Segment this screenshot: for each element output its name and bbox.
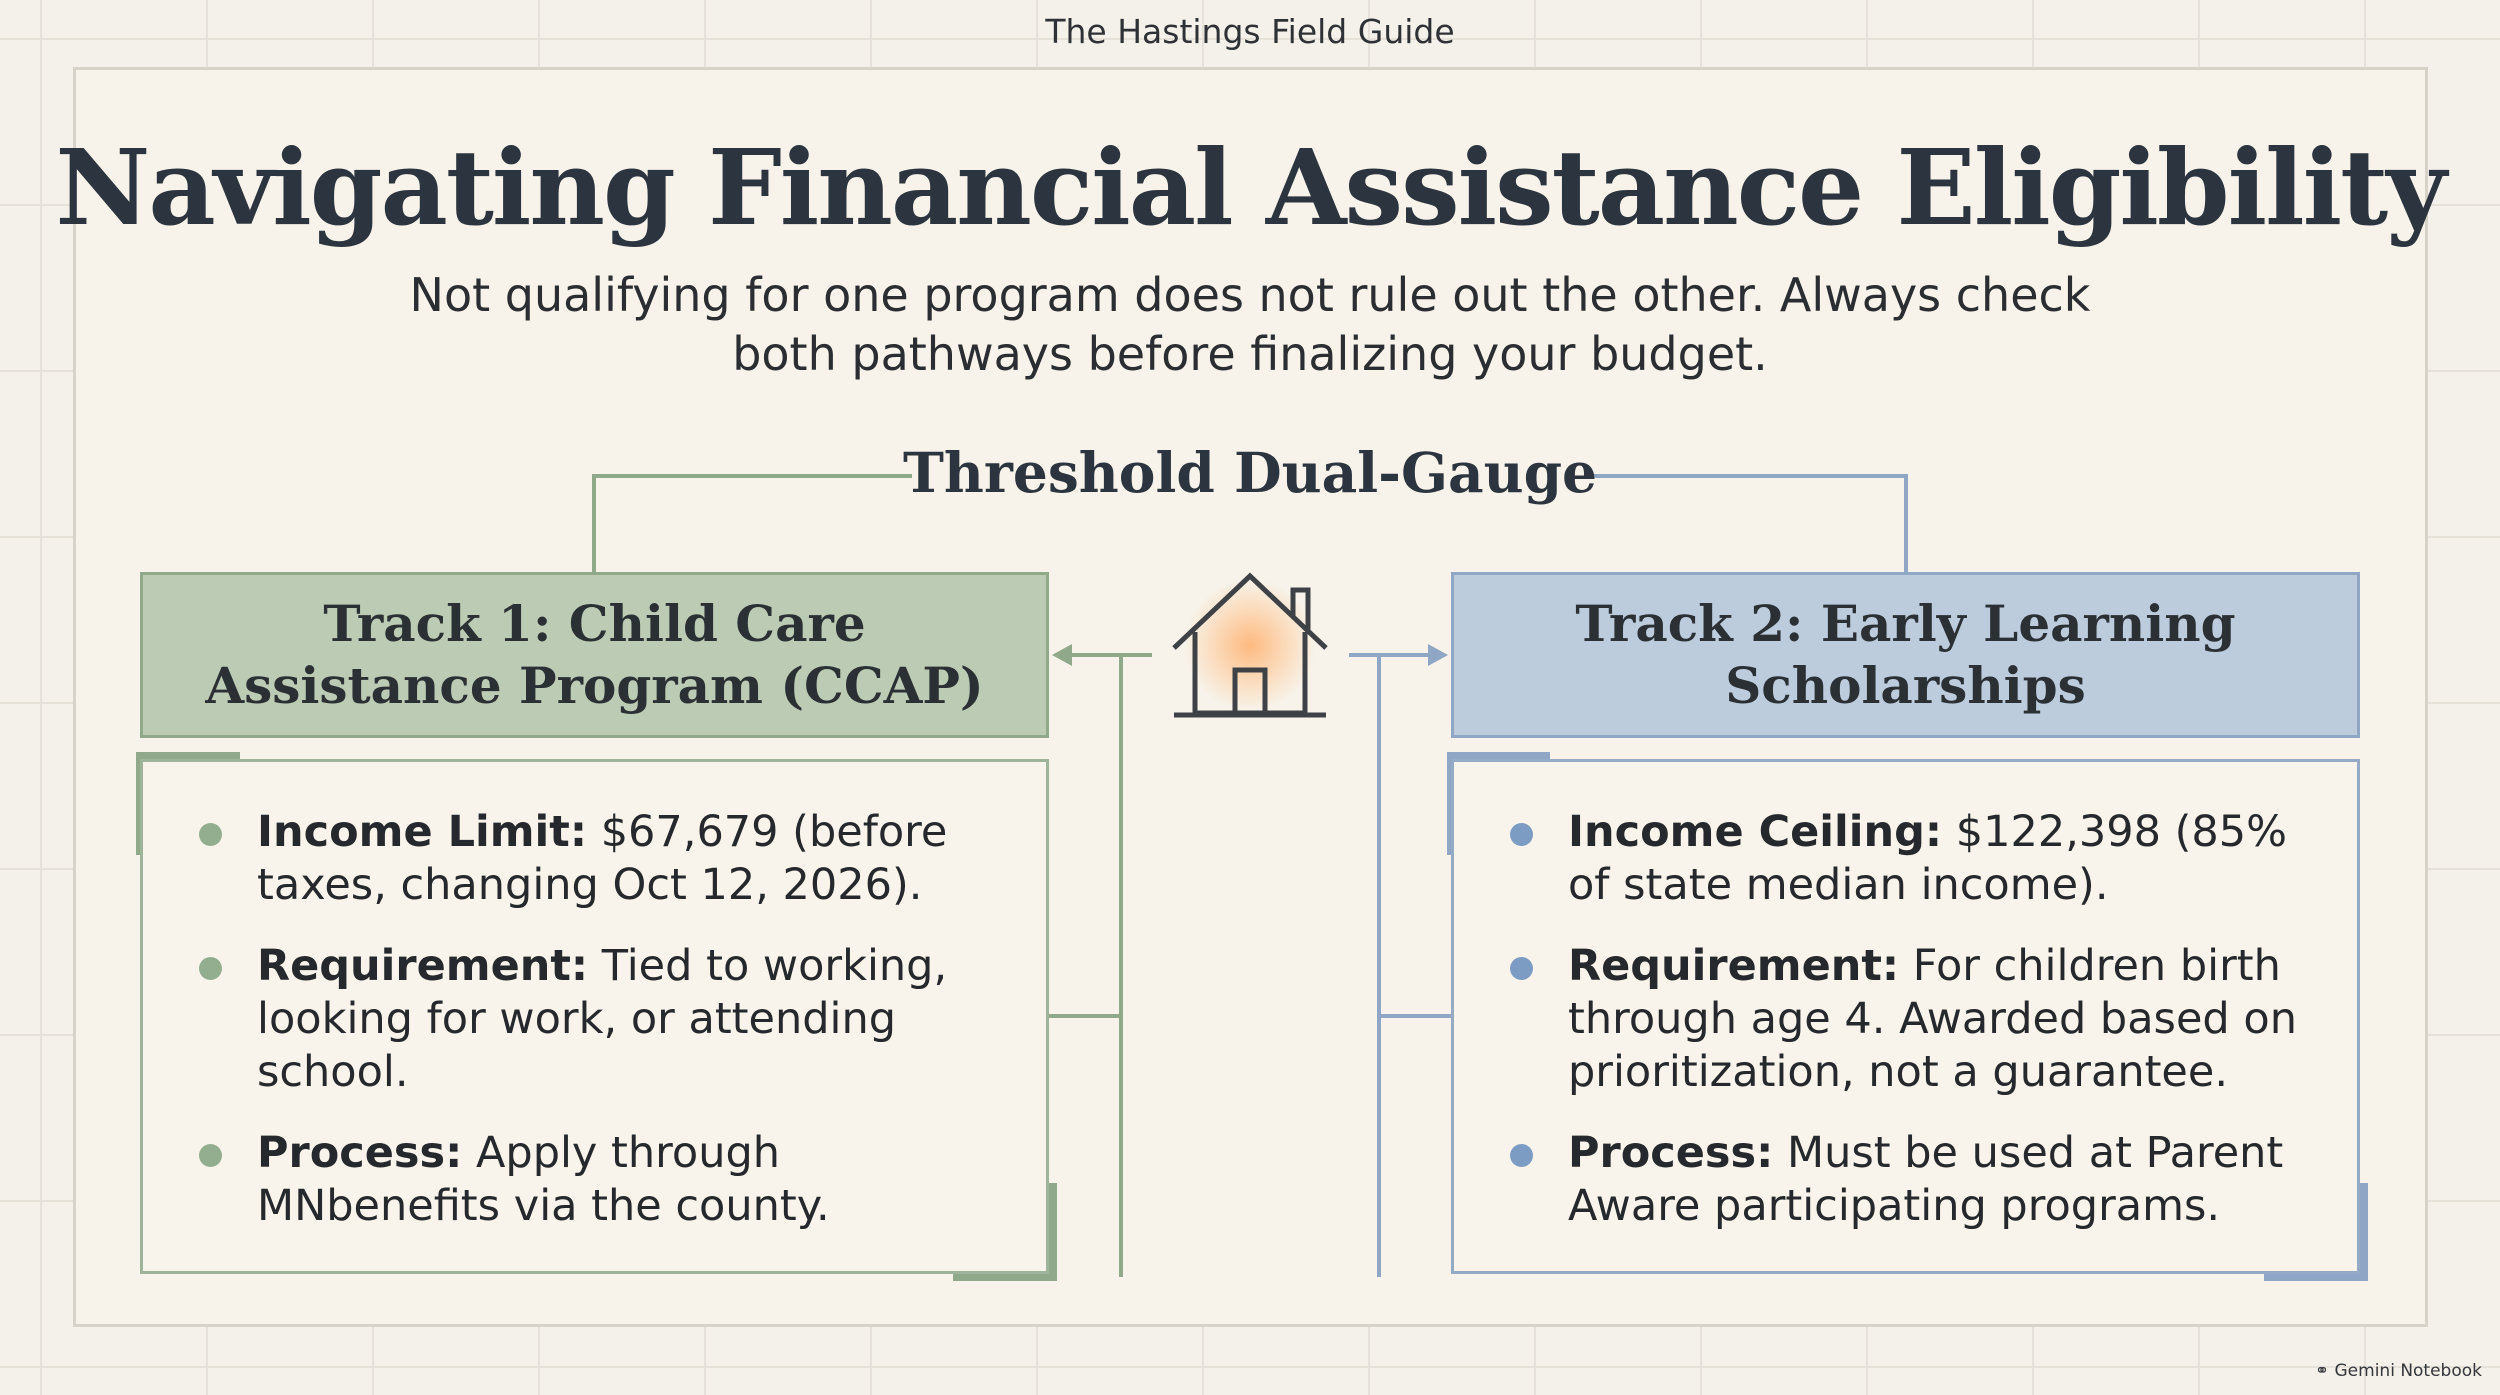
bullet-text: For children birth through age 4. Awarded based on prioritization, not a guarantee.	[1568, 941, 2297, 1097]
bullet-dot-icon	[199, 957, 222, 980]
list-item	[143, 1127, 1046, 1233]
list-item	[143, 940, 1046, 1099]
bullet-dot-icon	[199, 823, 222, 846]
gauge-title: Threshold Dual-Gauge	[902, 440, 1598, 505]
gemini-notebook-badge	[2315, 1361, 2482, 1381]
bullet-dot-icon	[1510, 1144, 1533, 1167]
bullet-text: $122,398 (85% of state median income).	[1568, 807, 2287, 910]
bullet-label: Requirement:	[1568, 941, 1900, 991]
bullet-dot-icon	[1510, 823, 1533, 846]
bullet-text: Tied to working, looking for work, or attending school.	[257, 941, 948, 1097]
subtitle-line-2: both pathways before finalizing your budget.	[732, 327, 1768, 381]
track-1-list	[143, 806, 1046, 1261]
bullet-label: Income Ceiling:	[1568, 807, 1943, 857]
house-icon	[1150, 560, 1350, 730]
bullet-dot-icon	[199, 1144, 222, 1167]
guide-title: The Hastings Field Guide	[1045, 12, 1455, 51]
subtitle-line-1: Not qualifying for one program does not rule out the other. Always check	[409, 268, 2091, 322]
subtitle	[300, 266, 2200, 384]
bullet-dot-icon	[1510, 957, 1533, 980]
bullet-label: Process:	[257, 1128, 463, 1178]
page-title: Navigating Financial Assistance Eligibility	[55, 126, 2445, 249]
bullet-label: Income Limit:	[257, 807, 588, 857]
bullet-label: Process:	[1568, 1128, 1774, 1178]
track-1-header: Track 1: Child Care Assistance Program (CCAP)	[140, 572, 1049, 738]
track-2-header: Track 2: Early Learning Scholarships	[1451, 572, 2360, 738]
bullet-text: $67,679 (before taxes, changing Oct 12, 2026).	[257, 807, 948, 910]
track-2-card	[1451, 759, 2360, 1274]
list-item	[143, 806, 1046, 912]
track-2-list	[1454, 806, 2357, 1261]
badge-label: Gemini Notebook	[2334, 1361, 2482, 1381]
track-1-card	[140, 759, 1049, 1274]
list-item	[1454, 1127, 2357, 1233]
bullet-text: Must be used at Parent Aware participating programs.	[1568, 1128, 2284, 1231]
bullet-text: Apply through MNbenefits via the county.	[257, 1128, 830, 1231]
list-item	[1454, 940, 2357, 1099]
list-item	[1454, 806, 2357, 912]
badge-logo-icon: ⚭	[2314, 1361, 2330, 1381]
bullet-label: Requirement:	[257, 941, 589, 991]
